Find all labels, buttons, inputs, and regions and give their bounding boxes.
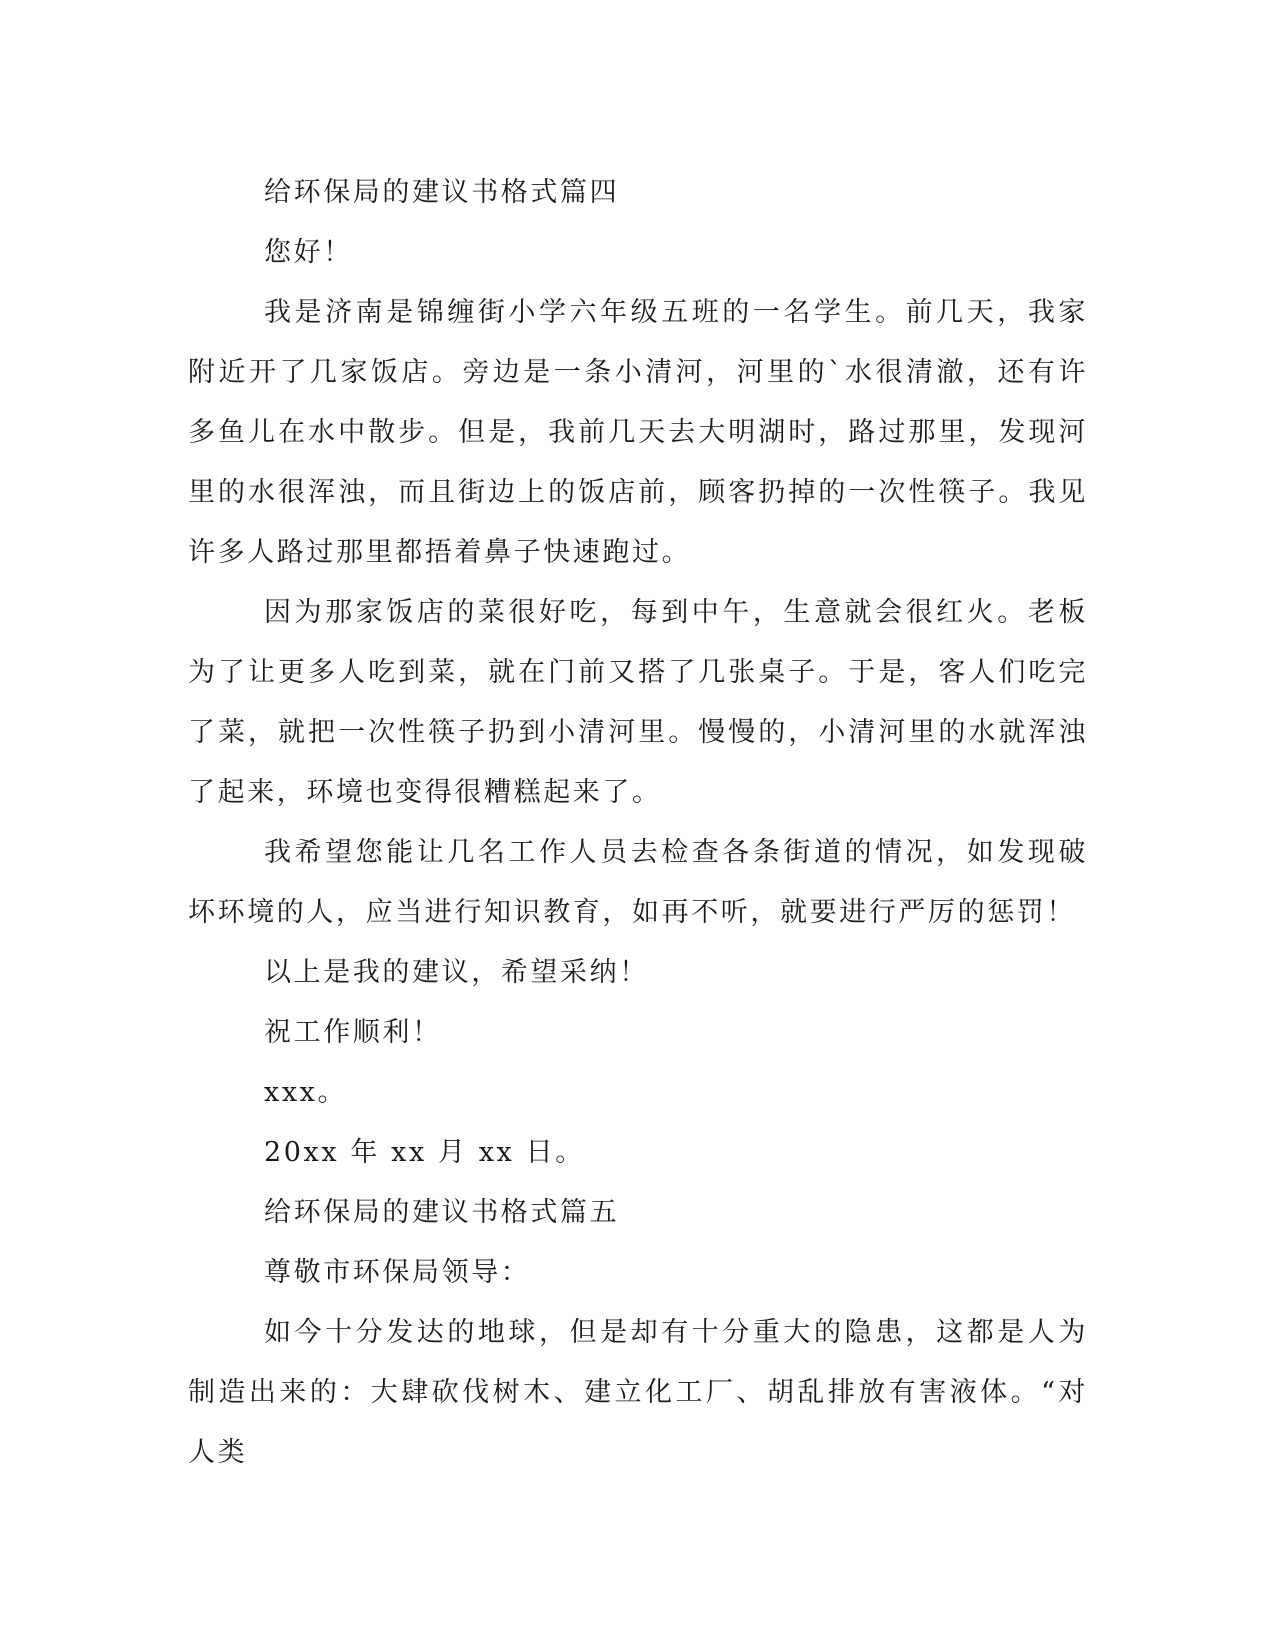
paragraph-2: 因为那家饭店的菜很好吃，每到中午，生意就会很红火。老板为了让更多人吃到菜，就在门前又搭了几张桌子。于是，客人们吃完了菜，就把一次性筷子扔到小清河里。慢慢的，小清河里的水就浑浊了起来，环境也变得很糟糕起来了。 (188, 597, 1088, 808)
section-heading-4: 给环保局的建议书格式篇四 (264, 177, 620, 208)
greeting-4: 您好！ (264, 237, 353, 268)
closing-wish: 祝工作顺利！ (264, 1017, 442, 1048)
document-body (188, 163, 1088, 1483)
greeting-5: 尊敬市环保局领导： (264, 1257, 531, 1288)
closing-suggestion: 以上是我的建议，希望采纳！ (264, 957, 649, 988)
paragraph-3: 我希望您能让几名工作人员去检查各条街道的情况，如发现破坏环境的人，应当进行知识教育，如再不听，就要进行严厉的惩罚！ (188, 837, 1088, 928)
section-heading-5: 给环保局的建议书格式篇五 (264, 1197, 620, 1228)
date-line: 20xx 年 xx 月 xx 日。 (264, 1137, 585, 1168)
paragraph-4: 如今十分发达的地球，但是却有十分重大的隐患，这都是人为制造出来的：大肆砍伐树木、建立化工厂、胡乱排放有害液体。“对人类 (188, 1317, 1088, 1468)
paragraph-1: 我是济南是锦缠街小学六年级五班的一名学生。前几天，我家附近开了几家饭店。旁边是一条小清河，河里的`水很清澈，还有许多鱼儿在水中散步。但是，我前几天去大明湖时，路过那里，发现河里的水很浑浊，而且街边上的饭店前，顾客扔掉的一次性筷子。我见许多人路过那里都捂着鼻子快速跑过。 (188, 297, 1088, 568)
signature: xxx。 (264, 1077, 348, 1108)
